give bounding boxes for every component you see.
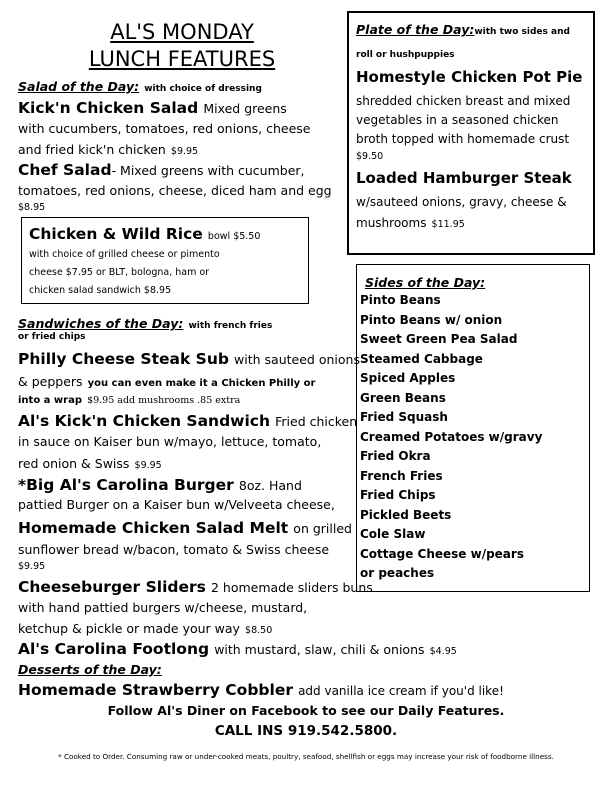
sides-item: Pickled Beets [360,507,452,522]
sides-item: Fried Squash [360,410,448,424]
chef-salad-line1 [18,159,305,181]
chef-salad-name: Chef Salad [18,161,112,179]
melt-desc2: sunflower bread w/bacon, tomato & Swiss cheese [18,542,330,557]
sides-item: Pinto Beans [360,293,441,307]
kickn-salad-desc1: Mixed greens [203,101,287,116]
salad-heading: Salad of the Day: [18,79,140,94]
wild-rice-line1 [29,223,260,248]
melt-desc1: on grilled [293,521,352,536]
burger-line1 [18,474,302,496]
plate-note-b: roll or hushpuppies [356,50,455,60]
steak-price: $11.95 [431,219,465,230]
pot-pie-desc1: shredded chicken breast and mixed [356,94,571,108]
steak-name: Loaded Hamburger Steak [356,169,572,187]
philly-name: Philly Cheese Steak Sub [18,350,229,368]
cobbler-desc: add vanilla ice cream if you'd like! [298,684,504,698]
wild-rice-line3: cheese $7.95 or BLT, bologna, ham or [29,267,210,278]
kickn-salad-desc2: with cucumbers, tomatoes, red onions, cheese [18,121,311,136]
sides-item: Fried Chips [360,488,436,502]
plate-note-a: with two sides and [474,27,570,37]
steak-line2 [356,211,465,235]
sides-item: Cole Slaw [360,527,426,541]
disclaimer: * Cooked to Order. Consuming raw or under-cooked meats, poultry, seafood, shellfish or eggs may increase your risk of foodborne illness. [58,752,554,761]
philly-desc3a: into a wrap [18,395,82,406]
desserts-heading: Desserts of the Day: [18,662,162,677]
footlong-desc: with mustard, slaw, chili & onions [214,642,425,657]
sides-item: Green Beans [360,390,446,405]
kickn-sandwich-desc3: red onion & Swiss [18,456,130,471]
footlong-price: $4.95 [429,646,457,657]
chef-salad-price: $8.95 [18,202,46,213]
salad-note: with choice of dressing [144,84,262,94]
menu-title-line1: AL'S MONDAY [110,20,254,44]
sliders-desc3: ketchup & pickle or made your way [18,621,240,636]
philly-desc2a: & peppers [18,374,83,389]
melt-line1 [18,517,352,539]
kickn-salad-name: Kick'n Chicken Salad [18,99,199,117]
plate-heading-row [356,18,570,43]
burger-desc1: 8oz. Hand [238,478,302,493]
kickn-sandwich-line3 [18,452,162,476]
pot-pie-name: Homestyle Chicken Pot Pie [356,68,583,86]
sides-list [360,291,542,584]
wild-rice-bowl: bowl $5.50 [207,231,261,242]
steak-desc1: w/sauteed onions, gravy, cheese & [356,195,567,209]
sliders-name: Cheeseburger Sliders [18,578,206,596]
menu-title-line2: LUNCH FEATURES [88,47,276,71]
sides-item: Creamed Potatoes w/gravy [360,429,543,444]
pot-pie-desc3: broth topped with homemade crust [356,132,570,146]
sliders-price: $8.50 [245,625,273,636]
philly-desc3b: $9.95 add mushrooms .85 extra [87,395,241,406]
sides-item: Pinto Beans w/ onion [360,312,503,327]
menu-title [70,19,294,73]
sides-item: Cottage Cheese w/pears [360,546,524,561]
wild-rice-name: Chicken & Wild Rice [29,225,203,243]
pot-pie-price: $9.50 [356,151,384,162]
philly-desc2b: you can even make it a Chicken Philly or [87,378,316,389]
sliders-line1 [18,576,373,598]
facebook-line: Follow Al's Diner on Facebook to see our Daily Features. [107,703,505,718]
sides-item: Fried Okra [360,449,431,463]
kickn-sandwich-name: Al's Kick'n Chicken Sandwich [18,412,271,430]
sandwiches-note-a: with french fries [188,321,273,331]
sides-box [356,264,590,592]
sides-heading-row [365,271,485,293]
desserts-heading-row [18,658,162,680]
burger-desc2: pattied Burger on a Kaiser bun w/Velveeta cheese, [18,497,335,512]
sliders-desc1: 2 homemade sliders buns [210,580,373,595]
sides-item: Spiced Apples [360,371,456,385]
kickn-sandwich-price: $9.95 [134,460,162,471]
kickn-sandwich-desc2: in sauce on Kaiser bun w/mayo, lettuce, tomato, [18,434,322,449]
plate-of-day-box [347,11,595,255]
sandwiches-heading: Sandwiches of the Day: [18,316,184,331]
plate-heading: Plate of the Day: [356,22,475,37]
philly-line3 [18,387,240,411]
wild-rice-box [21,217,309,304]
chef-salad-desc1: - Mixed greens with cucumber, [111,163,305,178]
pot-pie-desc2: vegetables in a seasoned chicken [356,113,559,127]
wild-rice-line2: with choice of grilled cheese or pimento [29,249,220,260]
kickn-sandwich-desc1: Fried chicken [275,414,358,429]
melt-name: Homemade Chicken Salad Melt [18,519,289,537]
sides-heading: Sides of the Day: [365,275,486,290]
kickn-salad-line1 [18,97,287,119]
chef-salad-desc2: tomatoes, red onions, cheese, diced ham and egg [18,183,332,198]
cobbler-name: Homemade Strawberry Cobbler [18,681,293,699]
kickn-sandwich-line1 [18,410,357,432]
kickn-salad-desc3: and fried kick'n chicken [18,142,166,157]
philly-desc1: with sauteed onions [234,352,360,367]
footlong-name: Al's Carolina Footlong [18,640,210,658]
sides-item: Steamed Cabbage [360,351,483,366]
cobbler-line [18,679,504,702]
steak-desc2: mushrooms [356,216,427,230]
sides-item: or peaches [360,566,435,580]
sandwiches-note-b: or fried chips [18,332,86,342]
melt-price: $9.95 [18,561,46,572]
sides-item: French Fries [360,468,443,483]
call-ins-line: CALL INS 919.542.5800. [214,723,398,739]
kickn-salad-price: $9.95 [170,146,199,157]
philly-line1 [18,348,360,370]
burger-name: *Big Al's Carolina Burger [18,476,234,494]
sides-item: Sweet Green Pea Salad [360,332,518,346]
sliders-desc2: with hand pattied burgers w/cheese, mustard, [18,600,308,615]
wild-rice-line4: chicken salad sandwich $8.95 [29,285,172,296]
